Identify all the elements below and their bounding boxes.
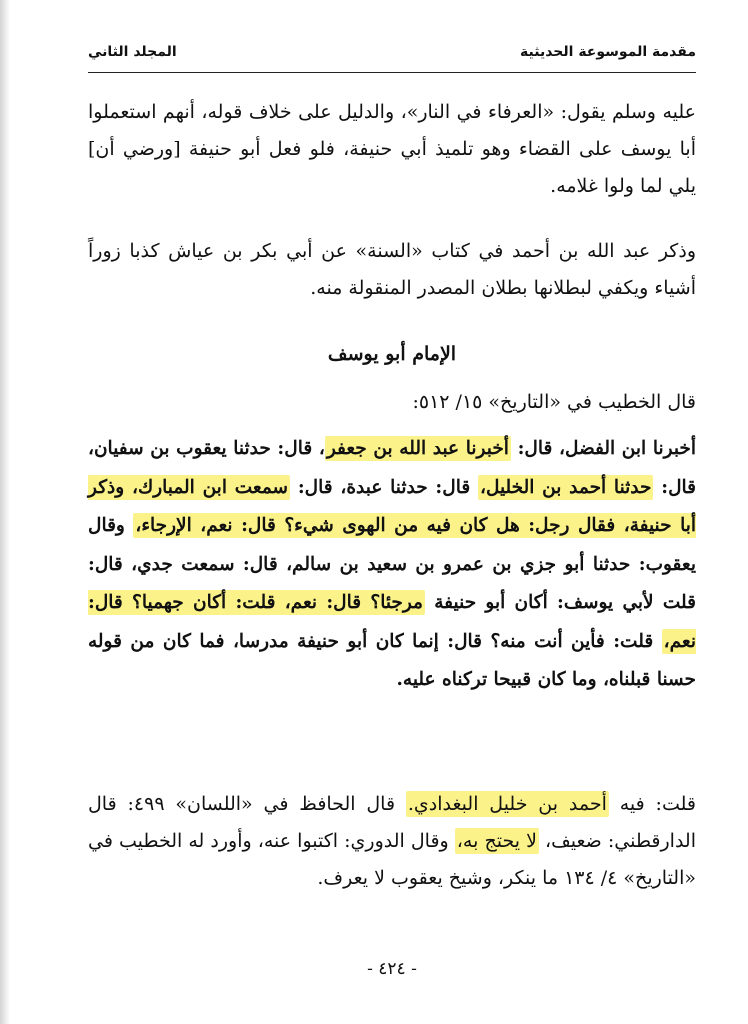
- highlight-3: سمعت ابن المبارك، وذكر أبا حنيفة، فقال رجل: هل كان فيه من الهوى شيء؟ قال: نعم، الإرجاء،: [88, 476, 696, 536]
- page-edge-shadow: [0, 0, 10, 1024]
- header-volume: المجلد الثاني: [88, 44, 177, 60]
- paragraph-4-text: ، قال: حدثنا يعقوب بن سفيان، قال:: [88, 438, 696, 498]
- header-book-title: مقدمة الموسوعة الحديثية: [520, 44, 696, 60]
- paragraph-1: [88, 94, 696, 205]
- paragraph-5-text: قلت: فيه: [608, 793, 696, 815]
- page-number: - ٤٢٤ -: [367, 959, 417, 979]
- highlight-5: أحمد بن خليل البغدادي.: [407, 793, 607, 815]
- highlight-6: لا يحتج به،: [456, 830, 537, 852]
- paragraph-4-text: وقال يعقوب: حدثنا أبو جزي بن عمرو بن سعيد بن سالم، قال: سمعت جدي، قال: قلت لأبي يوسف: أكان أبو حنيفة: [88, 515, 696, 613]
- paragraph-5-text: وقال الدوري: اكتبوا عنه، وأورد له الخطيب في «التاريخ» ٤/ ١٣٤ ما ينكر، وشيخ يعقوب لا يعرف.: [88, 830, 696, 889]
- paragraph-5: [88, 786, 696, 897]
- highlight-1: أخبرنا عبد الله بن جعفر: [326, 438, 509, 459]
- book-page: [20, 0, 748, 1024]
- paragraph-5-text: قال الحافظ في «اللسان» ٤٩٩: قال الدارقطني: ضعيف،: [88, 793, 697, 852]
- paragraph-4: [88, 430, 696, 700]
- paragraph-4-text: قال: حدثنا عبدة، قال:: [290, 476, 478, 498]
- highlight-2: حدثنا أحمد بن الخليل،: [479, 476, 652, 498]
- section-title: الإمام أبو يوسف: [327, 343, 457, 365]
- paragraph-1-text: عليه وسلم يقول: «العرفاء في النار»، والدليل على خلاف قوله، أنهم استعملوا أبا يوسف على القضاء وهو تلميذ أبي حنيفة، فلو فعل أبو حنيفة [ورضي أن] يلي لما ولوا غلامه.: [88, 101, 696, 197]
- header-divider: [88, 72, 696, 73]
- paragraph-4-text: أخبرنا ابن الفضل، قال:: [510, 438, 696, 459]
- paragraph-2-text: وذكر عبد الله بن أحمد في كتاب «السنة» عن أبي بكر بن عياش كذبا زوراً أشياء ويكفي لبطلانها بطلان المصدر المنقولة منه.: [88, 240, 696, 299]
- paragraph-3-text: قال الخطيب في «التاريخ» ١٥/ ٥١٢:: [412, 391, 696, 413]
- paragraph-2: [88, 233, 696, 307]
- highlight-4: مرجئا؟ قال: نعم، قلت: أكان جهميا؟ قال: نعم،: [88, 592, 696, 652]
- paragraph-3: [88, 384, 696, 421]
- running-header: [88, 38, 696, 66]
- paragraph-4-text: قلت: فأين أنت منه؟ قال: إنما كان أبو حنيفة مدرسا، فما كان من قوله حسنا قبلناه، وما كان قبيحا تركناه عليه.: [88, 630, 696, 690]
